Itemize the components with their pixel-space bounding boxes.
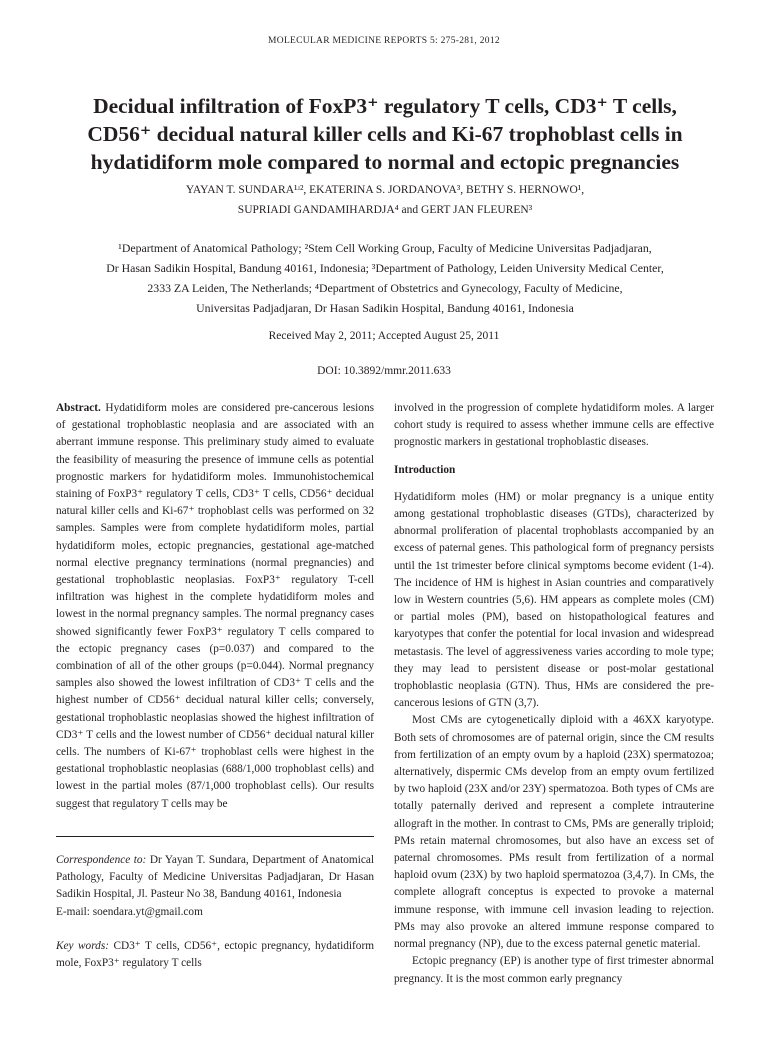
abstract-continued: involved in the progression of complete hydatidiform moles. A larger cohort study is required to assess whether immune cells are effective prognostic markers in gestational trophoblastic diseases. <box>394 402 714 449</box>
correspondence-email: E-mail: soendara.yt@gmail.com <box>56 905 203 918</box>
received-dates: Received May 2, 2011; Accepted August 25, 2011 <box>268 330 500 342</box>
affiliation-line-4: Universitas Padjadjaran, Dr Hasan Sadikin Hospital, Bandung 40161, Indonesia <box>196 301 574 315</box>
affiliation-line-2: Dr Hasan Sadikin Hospital, Bandung 40161, Indonesia; ³Department of Pathology, Leiden University Medical Center, <box>106 261 664 275</box>
author-list <box>40 180 730 220</box>
title-line-1: Decidual infiltration of FoxP3⁺ regulatory T cells, CD3⁺ T cells, <box>93 94 677 118</box>
affiliation-line-1: ¹Department of Anatomical Pathology; ²Stem Cell Working Group, Faculty of Medicine Universitas Padjadjaran, <box>118 241 652 255</box>
article-title <box>40 92 730 176</box>
footnote-rule <box>56 836 374 837</box>
introduction-heading: Introduction <box>394 463 456 476</box>
abstract <box>56 400 374 813</box>
correspondence-label: Correspondence to: <box>56 854 147 866</box>
abstract-paragraph <box>56 400 374 813</box>
title-line-3: hydatidiform mole compared to normal and ectopic pregnancies <box>90 150 680 174</box>
abstract-label: Abstract. <box>56 402 101 414</box>
correspondence-paragraph <box>56 852 374 904</box>
introduction-paragraph-2: Most CMs are cytogenetically diploid with a 46XX karyotype. Both sets of chromosomes are of paternal origin, since the CM results from fertilization of an empty ovum by a haploid (23X) spermatozoa; alternatively, dispermic CMs develop from an empty ovum fertilized by two haploid (23X and/or 23Y) spermatozoa. Both types of CMs are totally paternally derived and represent a complete intrauterine allograft in the mother. In contrast to CMs, PMs are generally triploid; PMs retain maternal chromosomes, but also have an excess set of paternal chromosomes. PMs result from fertilization of a normal haploid ovum (23X) by two haploid spermatozoa (3,4,7). In CMs, the complete allograft conceptus is expected to provoke a maternal immune response, with immune cell invasion leading to rejection. PMs may also provoke an altered immune response compared to normal pregnancy (NP), due to the excess paternal genetic material. <box>394 714 714 951</box>
introduction-paragraph-3: Ectopic pregnancy (EP) is another type of first trimester abnormal pregnancy. It is the most common early pregnancy <box>394 955 714 985</box>
keywords-paragraph <box>56 938 374 972</box>
affiliations <box>40 238 730 318</box>
title-line-2: CD56⁺ decidual natural killer cells and Ki-67 trophoblast cells in <box>87 122 683 146</box>
affiliation-line-3: 2333 ZA Leiden, The Netherlands; ⁴Department of Obstetrics and Gynecology, Faculty of Medicine, <box>147 281 623 295</box>
authors-line-1: YAYAN T. SUNDARA¹ʴ², EKATERINA S. JORDANOVA³, BETHY S. HERNOWO¹, <box>185 184 585 196</box>
right-column <box>394 400 714 988</box>
correspondence <box>56 852 374 921</box>
keywords-text: CD3⁺ T cells, CD56⁺, ectopic pregnancy, hydatidiform mole, FoxP3⁺ regulatory T cells <box>56 940 374 970</box>
doi: DOI: 10.3892/mmr.2011.633 <box>317 365 451 377</box>
authors-line-2: SUPRIADI GANDAMIHARDJA⁴ and GERT JAN FLEUREN³ <box>237 204 533 216</box>
keywords <box>56 938 374 972</box>
correspondence-text: Dr Yayan T. Sundara, Department of Anatomical Pathology, Faculty of Medicine Universitas Padjadjaran, Dr Hasan Sadikin Hospital, Jl. Pasteur No 38, Bandung 40161, Indonesia <box>56 854 375 901</box>
abstract-text: Hydatidiform moles are considered pre-cancerous lesions of gestational trophoblastic neoplasia and are associated with an aberrant immune response. This preliminary study aimed to evaluate the feasibility of measuring the presence of immune cells as potential prognostic markers for hydatidiform moles. Immunohistochemical staining of FoxP3⁺ regulatory T cells, CD3⁺ T cells, CD56⁺ decidual natural killer cells and Ki-67⁺ trophoblast cells was performed on 32 samples. Samples were from complete hydatidiform moles, partial hydatidiform moles, ectopic pregnancies, gestational age-matched normal elective pregnancy terminations (normal pregnancies) and gestational trophoblastic neoplasias. FoxP3⁺ regulatory T-cell infiltration was highest in the complete hydatidiform moles and lowest in the normal pregnancy samples. The normal pregnancy cases showed significantly fewer FoxP3⁺ regulatory T cells compared to the ectopic pregnancy cases (p=0.037) and compared to the combination of all of the other groups (p=0.044). Normal pregnancy samples also showed the lowest infiltration of CD3⁺ T cells and the highest number of CD56⁺ decidual natural killer cells; conversely, gestational trophoblastic neoplasias showed the highest infiltration of CD3⁺ T cells and the lowest number of CD56⁺ decidual natural killer cells. The numbers of Ki-67⁺ trophoblast cells were highest in the gestational trophoblastic neoplasias (688/1,000 trophoblast cells) and lowest in the partial moles (87/1,000 trophoblast cells). Our results suggest that regulatory T cells may be <box>56 402 374 810</box>
keywords-label: Key words: <box>56 940 109 952</box>
running-head: MOLECULAR MEDICINE REPORTS 5: 275-281, 2012 <box>268 36 500 46</box>
introduction-paragraph-1: Hydatidiform moles (HM) or molar pregnancy is a unique entity among gestational trophoblastic diseases (GTDs), characterized by abnormal proliferation of placental trophoblasts accompanied by an excess of paternal genes. This pathological form of pregnancy persists until the 1st trimester before clinical symptoms become evident (1-4). The incidence of HM is highest in Asian countries and comparatively low in Western countries (5,6). HM appears as complete moles (CM) or partial moles (PM), based on histopathological features and karyotypes that confer the potential for local invasion and widespread metastasis. The level of aggressiveness varies according to mole type; they may lead to persistent disease or post-molar gestational trophoblastic neoplasia (GTN). Thus, HMs are considered the pre-cancerous lesions of GTN (3,7). <box>394 490 714 710</box>
